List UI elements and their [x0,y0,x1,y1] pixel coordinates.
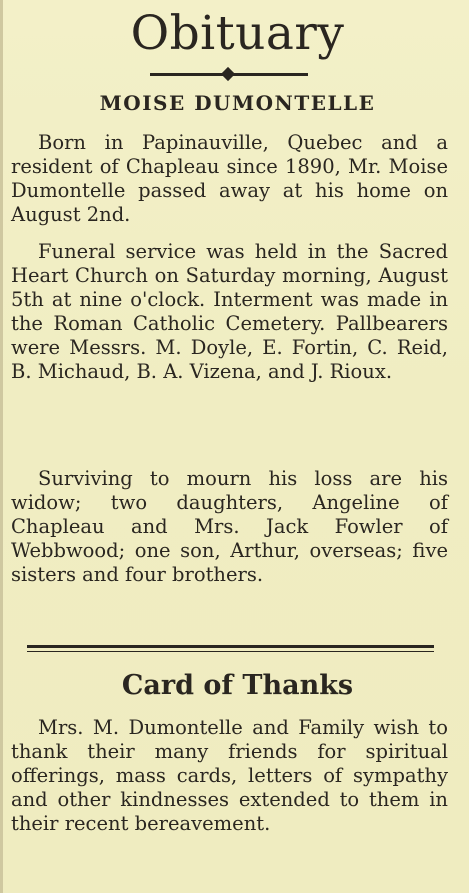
obituary-paragraph-funeral: Funeral service was held in the Sacred Heart Church on Saturday morning, August 5th at nine o'clock. Interment was made in the Roman Catholic Cemetery. Pallbearers were Messrs. M. Doyle, E. Fortin, C. Reid, B. Michaud, B. A. Vizena, and J. Rioux. [11,240,448,383]
card-of-thanks-title: Card of Thanks [121,670,354,701]
obituary-paragraph-birth: Born in Papinauville, Quebec and a resident of Chapleau since 1890, Mr. Moise Dumontelle passed away at his home on August 2nd. [11,131,448,226]
obituary-name: MOISE DUMONTELLE [99,91,376,115]
diamond-ornament-icon [221,67,235,81]
page-title: Obituary [130,6,345,61]
section-divider [27,645,434,652]
ornamental-divider [150,73,308,76]
obituary-paragraph-survivors: Surviving to mourn his loss are his widow; two daughters, Angeline of Chapleau and Mrs. Jack Fowler of Webbwood; one son, Arthur, overseas; five sisters and four brothers. [11,467,448,586]
card-of-thanks-text: Mrs. M. Dumontelle and Family wish to thank their many friends for spiritual offerings, mass cards, letters of sympathy and other kindnesses extended to them in their recent bereavement. [11,716,448,835]
